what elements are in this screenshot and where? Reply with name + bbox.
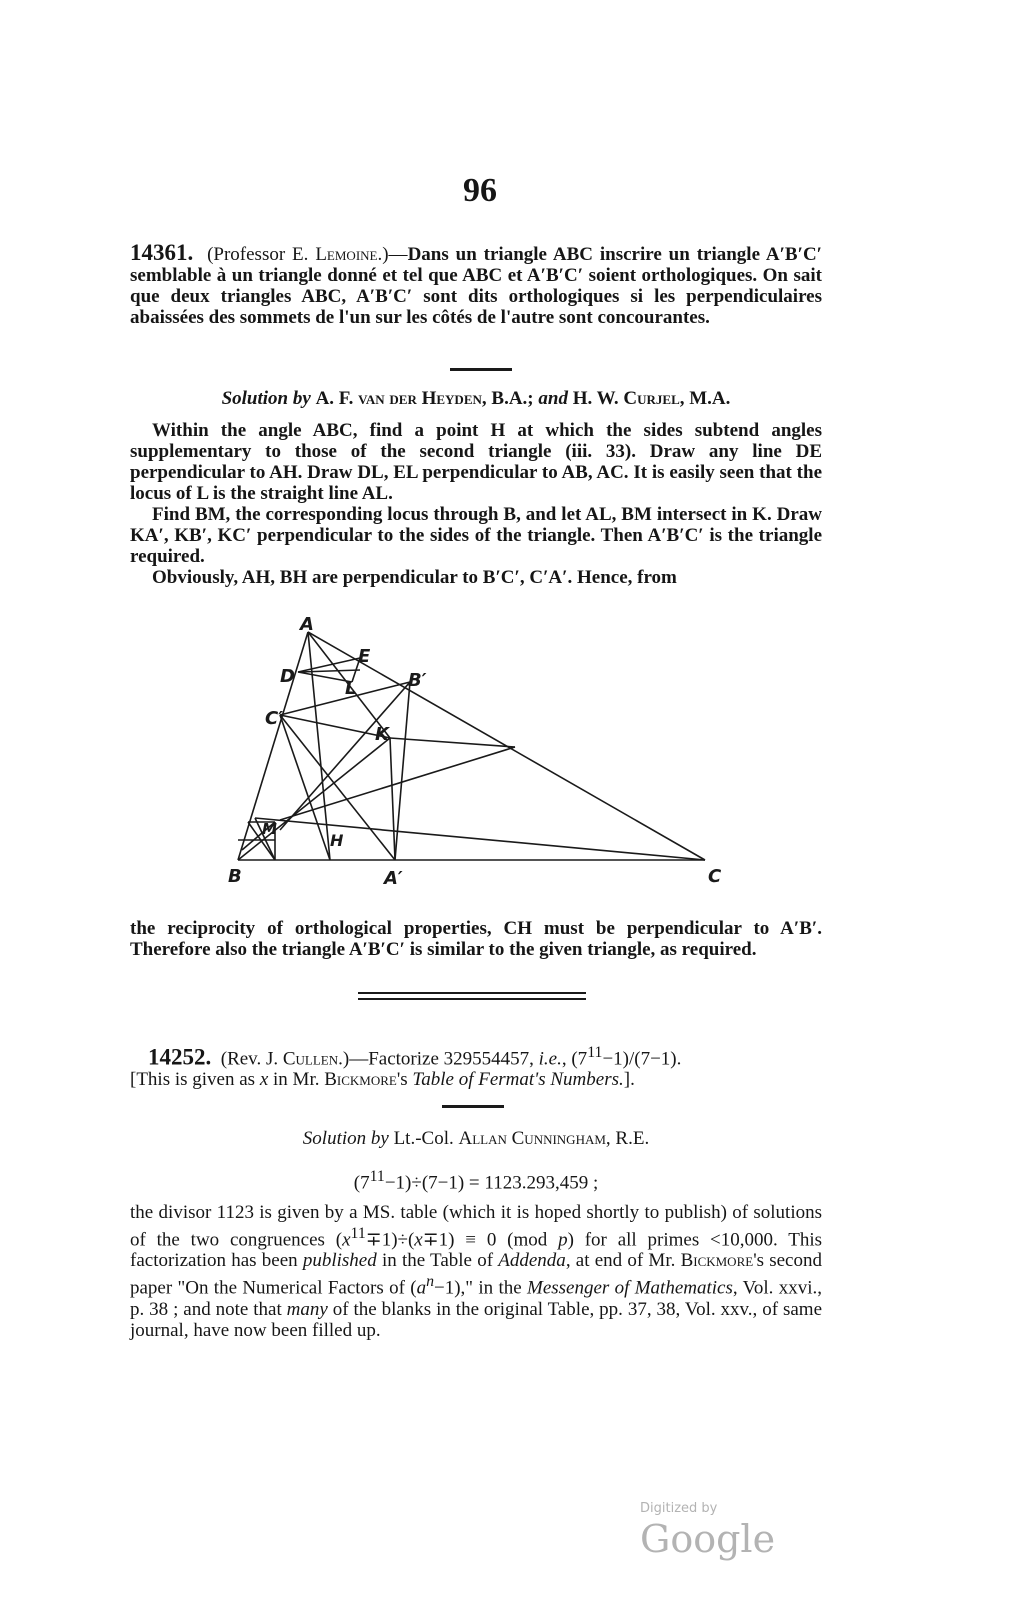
label-a-prime: A′ <box>384 868 403 889</box>
author-name: Cullen <box>282 1048 339 1070</box>
label-a: A <box>300 614 314 635</box>
author-name: Bickmore <box>324 1069 397 1091</box>
label-d: D <box>280 666 295 687</box>
paragraph: Obviously, AH, BH are perpendicular to B′C′, C′A′. Hence, from <box>152 567 677 588</box>
question-note: ]. <box>623 1069 635 1091</box>
work-title: Table of Fermat's Numbers. <box>412 1069 624 1091</box>
line-dl <box>298 672 352 682</box>
divider <box>442 1105 504 1108</box>
solver-degree: , M.A. <box>679 388 731 409</box>
question-14252 <box>130 1042 828 1091</box>
label-e: E <box>358 646 371 667</box>
solution-prefix: Solution by <box>302 1128 389 1149</box>
line-ka-prime <box>390 738 395 860</box>
question-text: , (7 <box>561 1048 588 1070</box>
abbreviation: i.e. <box>538 1048 562 1070</box>
solver-surname: van der Heyden <box>358 388 482 409</box>
paragraph: Within the angle ABC, find a point H at which the sides subtend angles supplementary to those of the second triangle (iii. 33). Draw any line DE perpendicular to AH. Draw DL, EL perpendicular to AB, AC. It is easily seen that the locus of L is the straight line AL. <box>130 420 822 504</box>
divider <box>450 368 512 371</box>
exponent: 11 <box>369 1168 385 1185</box>
label-k: K <box>375 724 389 745</box>
google-logo: Google <box>640 1517 776 1561</box>
solver-surname: Curjel <box>623 388 680 409</box>
line-bm <box>238 738 390 860</box>
label-c: C <box>708 866 722 887</box>
label-l: L <box>345 678 357 699</box>
solver-name: Lt.-Col. <box>393 1128 459 1149</box>
question-text: −1)/(7−1). <box>602 1048 682 1070</box>
page-number: 96 <box>463 172 497 209</box>
exponent: 11 <box>587 1044 603 1061</box>
author-suffix: .)— <box>338 1048 369 1070</box>
question-text: Dans un triangle ABC inscrire un triangle A′B′C′ semblable à un triangle donné et tel que ABC et A′B′C′ soient orthologiques. On sait que deux triangles ABC, A′B′C′ sont dits orthologiques si les perpendiculaires abaissées des sommets de l'un sur les côtés de l'autre sont concourantes. <box>130 244 823 328</box>
side-a-prime-b-prime <box>395 682 410 860</box>
question-note: 's <box>396 1069 413 1091</box>
solver-surname: Allan Cunningham <box>458 1128 606 1149</box>
solution-prefix: Solution by <box>221 388 311 409</box>
author-suffix: .)— <box>377 244 408 265</box>
solver-degree: , R.E. <box>605 1128 650 1149</box>
label-h: H <box>330 831 344 850</box>
author-prefix: (Professor E. <box>207 244 316 265</box>
author-prefix: (Rev. J. <box>220 1048 283 1070</box>
digitized-label: Digitized by <box>640 1501 718 1516</box>
conjunction: and <box>538 388 568 409</box>
question-number: 14252. <box>148 1044 212 1070</box>
label-m: M <box>262 820 277 838</box>
label-b-prime: B′ <box>408 670 427 691</box>
question-14361 <box>130 242 822 328</box>
label-c-prime: C′ <box>265 708 283 729</box>
paragraph: Find BM, the corresponding locus through B, and let AL, BM intersect in K. Draw KA′, KB′, KC′ perpendicular to the sides of the triangle. Then A′B′C′ is the triangle required. <box>130 504 822 567</box>
question-number: 14361. <box>130 240 194 265</box>
question-text: Factorize 329554457, <box>368 1048 539 1070</box>
solution-heading <box>130 388 822 410</box>
solver-name: H. W. <box>572 388 624 409</box>
variable: x <box>259 1069 269 1091</box>
double-rule-bottom <box>358 998 586 1000</box>
geometry-figure <box>220 610 740 890</box>
label-b: B <box>228 866 242 887</box>
solution-conclusion: the reciprocity of orthological properties, CH must be perpendicular to A′B′. Therefore also the triangle A′B′C′ is similar to the given triangle, as required. <box>130 918 822 960</box>
solver-degree: , B.A.; <box>481 388 534 409</box>
solution-body: the divisor 1123 is given by a MS. table (which it is hoped shortly to publish) of solutions of the two congruences $(x^{11}\mp 1)\div(x\mp 1) \equiv 0$ (mod p) for all primes <10,000. This factorization has been published in the Table of Addenda, at end of Mr. Bickmore's second paper "On the Numerical Factors of $(a^n-1)$," in the Messenger of Mathematics, Vol. xxvi., p. 38 ; and note that many of the blanks in the original Table, pp. 37, 38, Vol. xxv., of same journal, have now been filled up. <box>130 1202 823 1341</box>
solver-name: A. F. <box>315 388 359 409</box>
question-note: [This is given as <box>130 1069 260 1091</box>
solution-heading <box>130 1128 822 1150</box>
equation: $(7^{11}-1)\div(7-1) = 1123.293,459$ ; <box>353 1168 599 1194</box>
author-name: Lemoine <box>315 244 378 265</box>
digitized-by-google-watermark <box>640 1498 850 1561</box>
question-note: in Mr. <box>268 1069 325 1091</box>
double-rule-top <box>358 992 586 994</box>
solution-body <box>130 420 822 588</box>
